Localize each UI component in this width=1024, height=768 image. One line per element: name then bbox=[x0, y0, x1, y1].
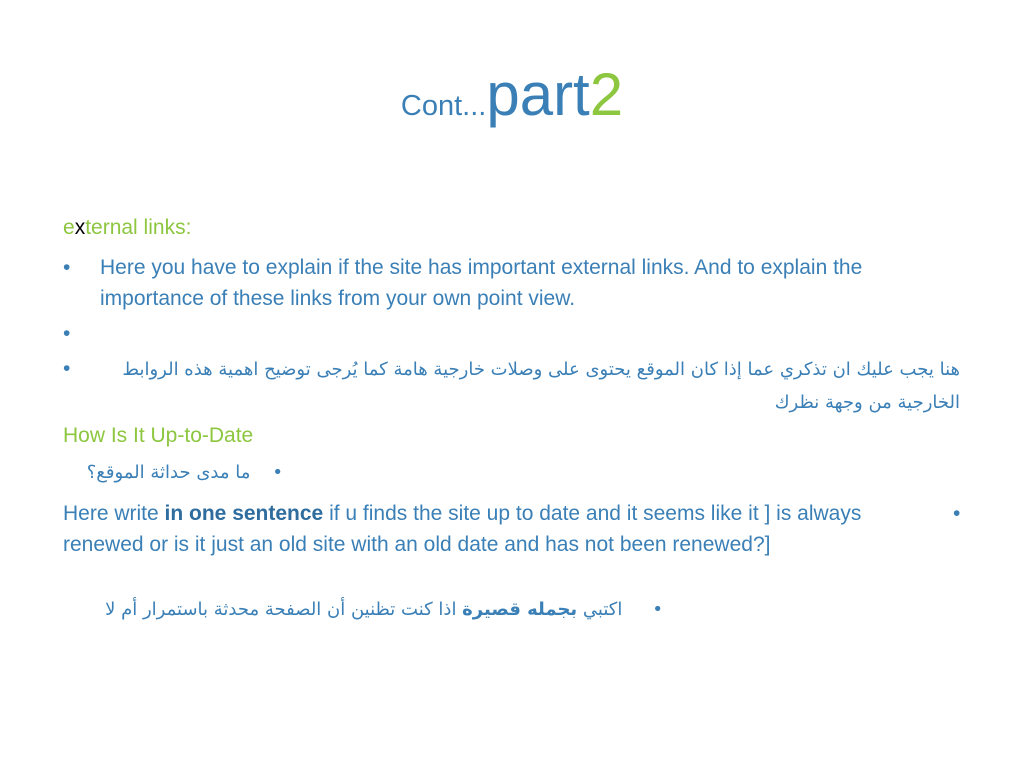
heading-letter-x: x bbox=[74, 216, 86, 239]
heading-rest: ternal links: bbox=[85, 216, 192, 239]
bold-phrase-arabic: بجمله قصيرة bbox=[462, 599, 578, 620]
bullet-dot: • bbox=[63, 322, 71, 345]
section-heading-external-links bbox=[63, 216, 191, 240]
bold-phrase: in one sentence bbox=[164, 502, 324, 525]
title-prefix: Cont... bbox=[400, 90, 487, 122]
list-item bbox=[63, 353, 963, 419]
section-heading-up-to-date: How Is It Up-to-Date bbox=[63, 424, 254, 447]
bullet-text-external-links: Here you have to explain if the site has important external links. And to explain the importance of these links from your own point view. bbox=[100, 256, 863, 310]
bullet-dot: • bbox=[63, 357, 71, 380]
bullet-dot: • bbox=[953, 502, 961, 525]
bullet-dot: • bbox=[63, 256, 71, 279]
slide-title bbox=[0, 60, 1024, 129]
bullet-text-up-to-date: Here write in one sentence if u finds the site up to date and it seems like it ] is always renewed or is it just an old site with an old date and has not been renewed?] bbox=[63, 502, 862, 556]
bullet-text-arabic-how-up-to-date: ما مدى حداثة الموقع؟ bbox=[86, 462, 251, 483]
list-item: •اكتبي بجمله قصيرة اذا كنت تظنين أن الصفحة محدثة باستمرار أم لا bbox=[105, 599, 663, 620]
title-number: 2 bbox=[589, 61, 624, 128]
bullet-dot: • bbox=[652, 599, 663, 620]
list-item bbox=[63, 498, 963, 560]
list-item bbox=[63, 461, 283, 485]
bullet-dot: • bbox=[272, 462, 283, 483]
title-main: part bbox=[486, 61, 590, 128]
heading-letter-e: e bbox=[63, 216, 75, 239]
bullet-text-arabic-external-links: هنا يجب عليك ان تذكري عما إذا كان الموقع يحتوى على وصلات خارجية هامة كما يُرجى توضيح اهمية هذه الروابط الخارجية من وجهة نظرك bbox=[122, 359, 960, 413]
list-item bbox=[63, 252, 943, 314]
